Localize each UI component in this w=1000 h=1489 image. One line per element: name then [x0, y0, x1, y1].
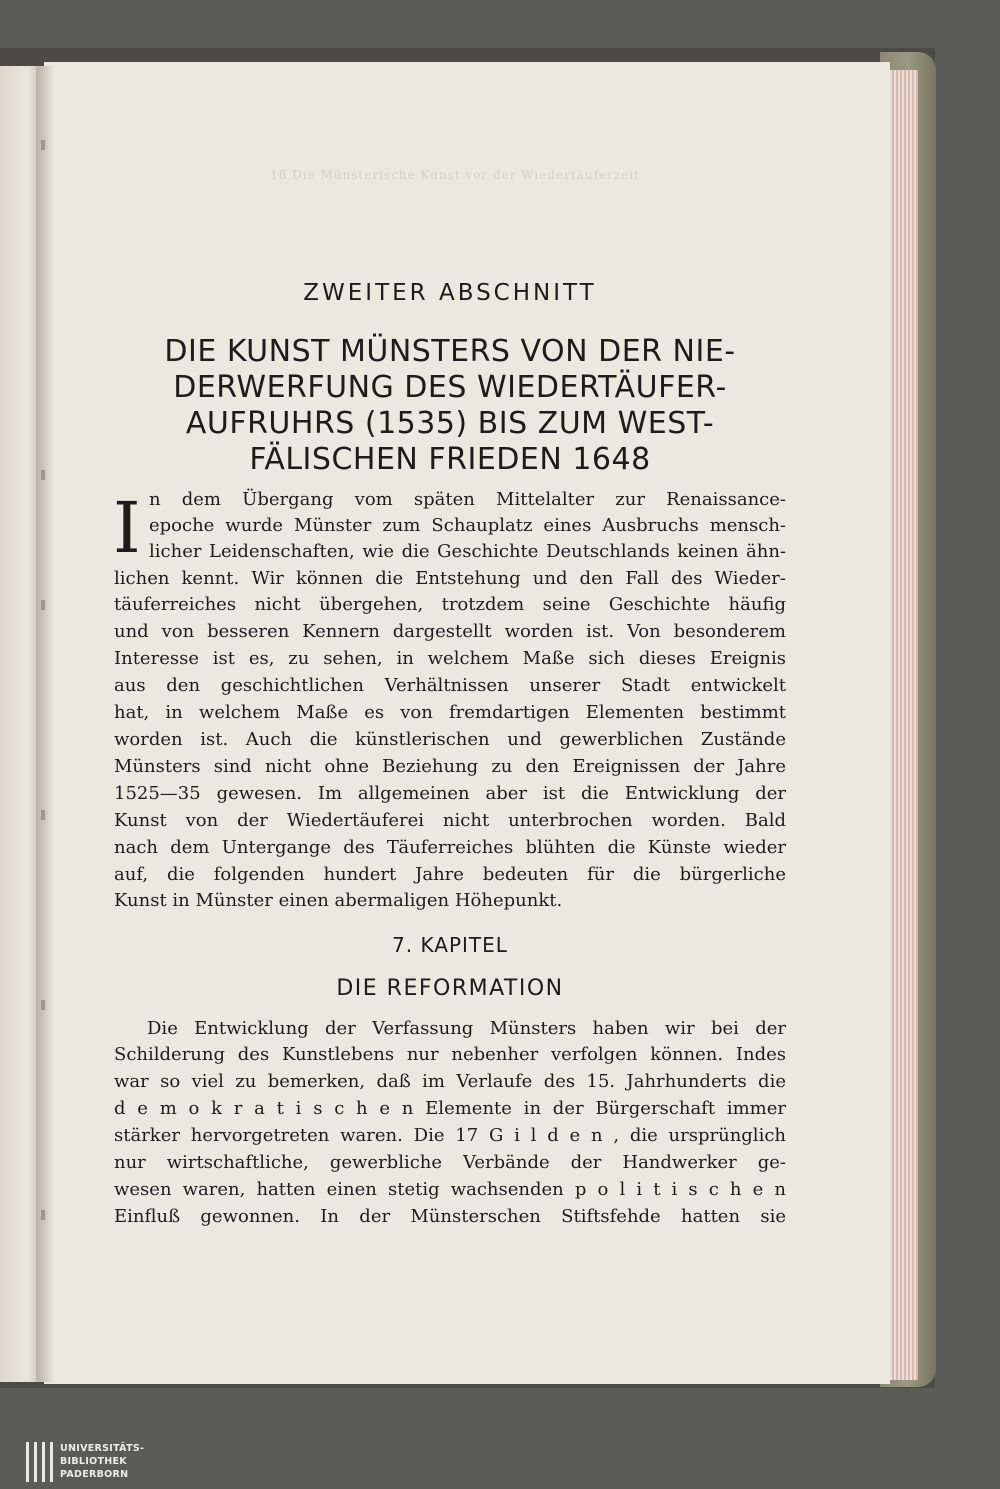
text-line: hat, in welchem Maße es von fremdartigen Elementen bestimmt — [114, 702, 786, 723]
text-line: epoche wurde Münster zum Schauplatz eines Ausbruchs mensch- — [149, 515, 786, 536]
title-line: AUFRUHRS (1535) BIS ZUM WEST- — [185, 406, 715, 441]
text-line: nach dem Untergange des Täuferreiches blühten die Künste wieder — [114, 837, 786, 858]
text-line: worden ist. Auch die künstlerischen und gewerblichen Zustände — [114, 729, 786, 750]
drop-cap: I — [113, 487, 141, 569]
logo-line: UNIVERSITÄTS- — [60, 1443, 145, 1454]
binding-thread-mark — [41, 1000, 45, 1010]
logo-line: BIBLIOTHEK — [60, 1456, 127, 1467]
text-line: Die Entwicklung der Verfassung Münsters haben wir bei der — [147, 1018, 786, 1039]
text-line: Kunst in Münster einen abermaligen Höhepunkt. — [114, 890, 563, 911]
text-line: aus den geschichtlichen Verhältnissen unserer Stadt entwickelt — [114, 675, 786, 696]
logo-line: PADERBORN — [60, 1469, 129, 1480]
chapter-number: 7. KAPITEL — [392, 933, 508, 957]
text-line: 1525—35 gewesen. Im allgemeinen aber ist die Entwicklung der — [114, 783, 786, 804]
text-line: licher Leidenschaften, wie die Geschichte Deutschlands keinen ähn- — [149, 541, 786, 562]
chapter-title: DIE REFORMATION — [336, 976, 564, 1001]
text-line: Einfluß gewonnen. In der Münsterschen Stiftsfehde hatten sie — [114, 1206, 786, 1227]
spine-gutter — [36, 66, 54, 1382]
library-logo-icon — [26, 1442, 54, 1482]
text-line: war so viel zu bemerken, daß im Verlaufe des 15. Jahrhunderts die — [114, 1071, 786, 1092]
binding-thread-mark — [41, 470, 45, 480]
text-line: lichen kennt. Wir können die Entstehung und den Fall des Wieder- — [114, 568, 786, 589]
text-line: und von besseren Kennern dargestellt worden ist. Von besonderem — [114, 621, 786, 642]
text-line: d e m o k r a t i s c h e n Elemente in der Bürgerschaft immer — [114, 1098, 786, 1119]
text-line: Münsters sind nicht ohne Beziehung zu den Ereignissen der Jahre — [114, 756, 786, 777]
title-line: DIE KUNST MÜNSTERS VON DER NIE- — [164, 334, 736, 369]
text-line: Interesse ist es, zu sehen, in welchem Maße sich dieses Ereignis — [114, 648, 786, 669]
section-label: ZWEITER ABSCHNITT — [303, 280, 597, 306]
binding-thread-mark — [41, 1210, 45, 1220]
text-line: stärker hervorgetreten waren. Die 17 G i l d e n , die ursprünglich — [114, 1125, 786, 1146]
show-through-running-head: 18 Die Münsterische Kunst vor der Wiedertäuferzeit — [270, 168, 640, 182]
title-line: DERWERFUNG DES WIEDERTÄUFER- — [173, 370, 727, 405]
text-line: nur wirtschaftliche, gewerbliche Verbände der Handwerker ge- — [114, 1152, 786, 1173]
text-line: n dem Übergang vom späten Mittelalter zur Renaissance- — [149, 489, 786, 510]
binding-thread-mark — [41, 140, 45, 150]
title-line: FÄLISCHEN FRIEDEN 1648 — [249, 442, 651, 477]
page-title — [100, 334, 800, 478]
text-line: täuferreiches nicht übergehen, trotzdem seine Geschichte häufig — [114, 594, 786, 615]
library-logo-text — [60, 1442, 190, 1481]
binding-thread-mark — [41, 810, 45, 820]
text-line: auf, die folgenden hundert Jahre bedeuten für die bürgerliche — [114, 864, 786, 885]
binding-thread-mark — [41, 600, 45, 610]
text-line: wesen waren, hatten einen stetig wachsenden p o l i t i s c h e n — [114, 1179, 786, 1200]
text-line: Kunst von der Wiedertäuferei nicht unterbrochen worden. Bald — [114, 810, 786, 831]
text-line: Schilderung des Kunstlebens nur nebenher verfolgen können. Indes — [114, 1044, 786, 1065]
